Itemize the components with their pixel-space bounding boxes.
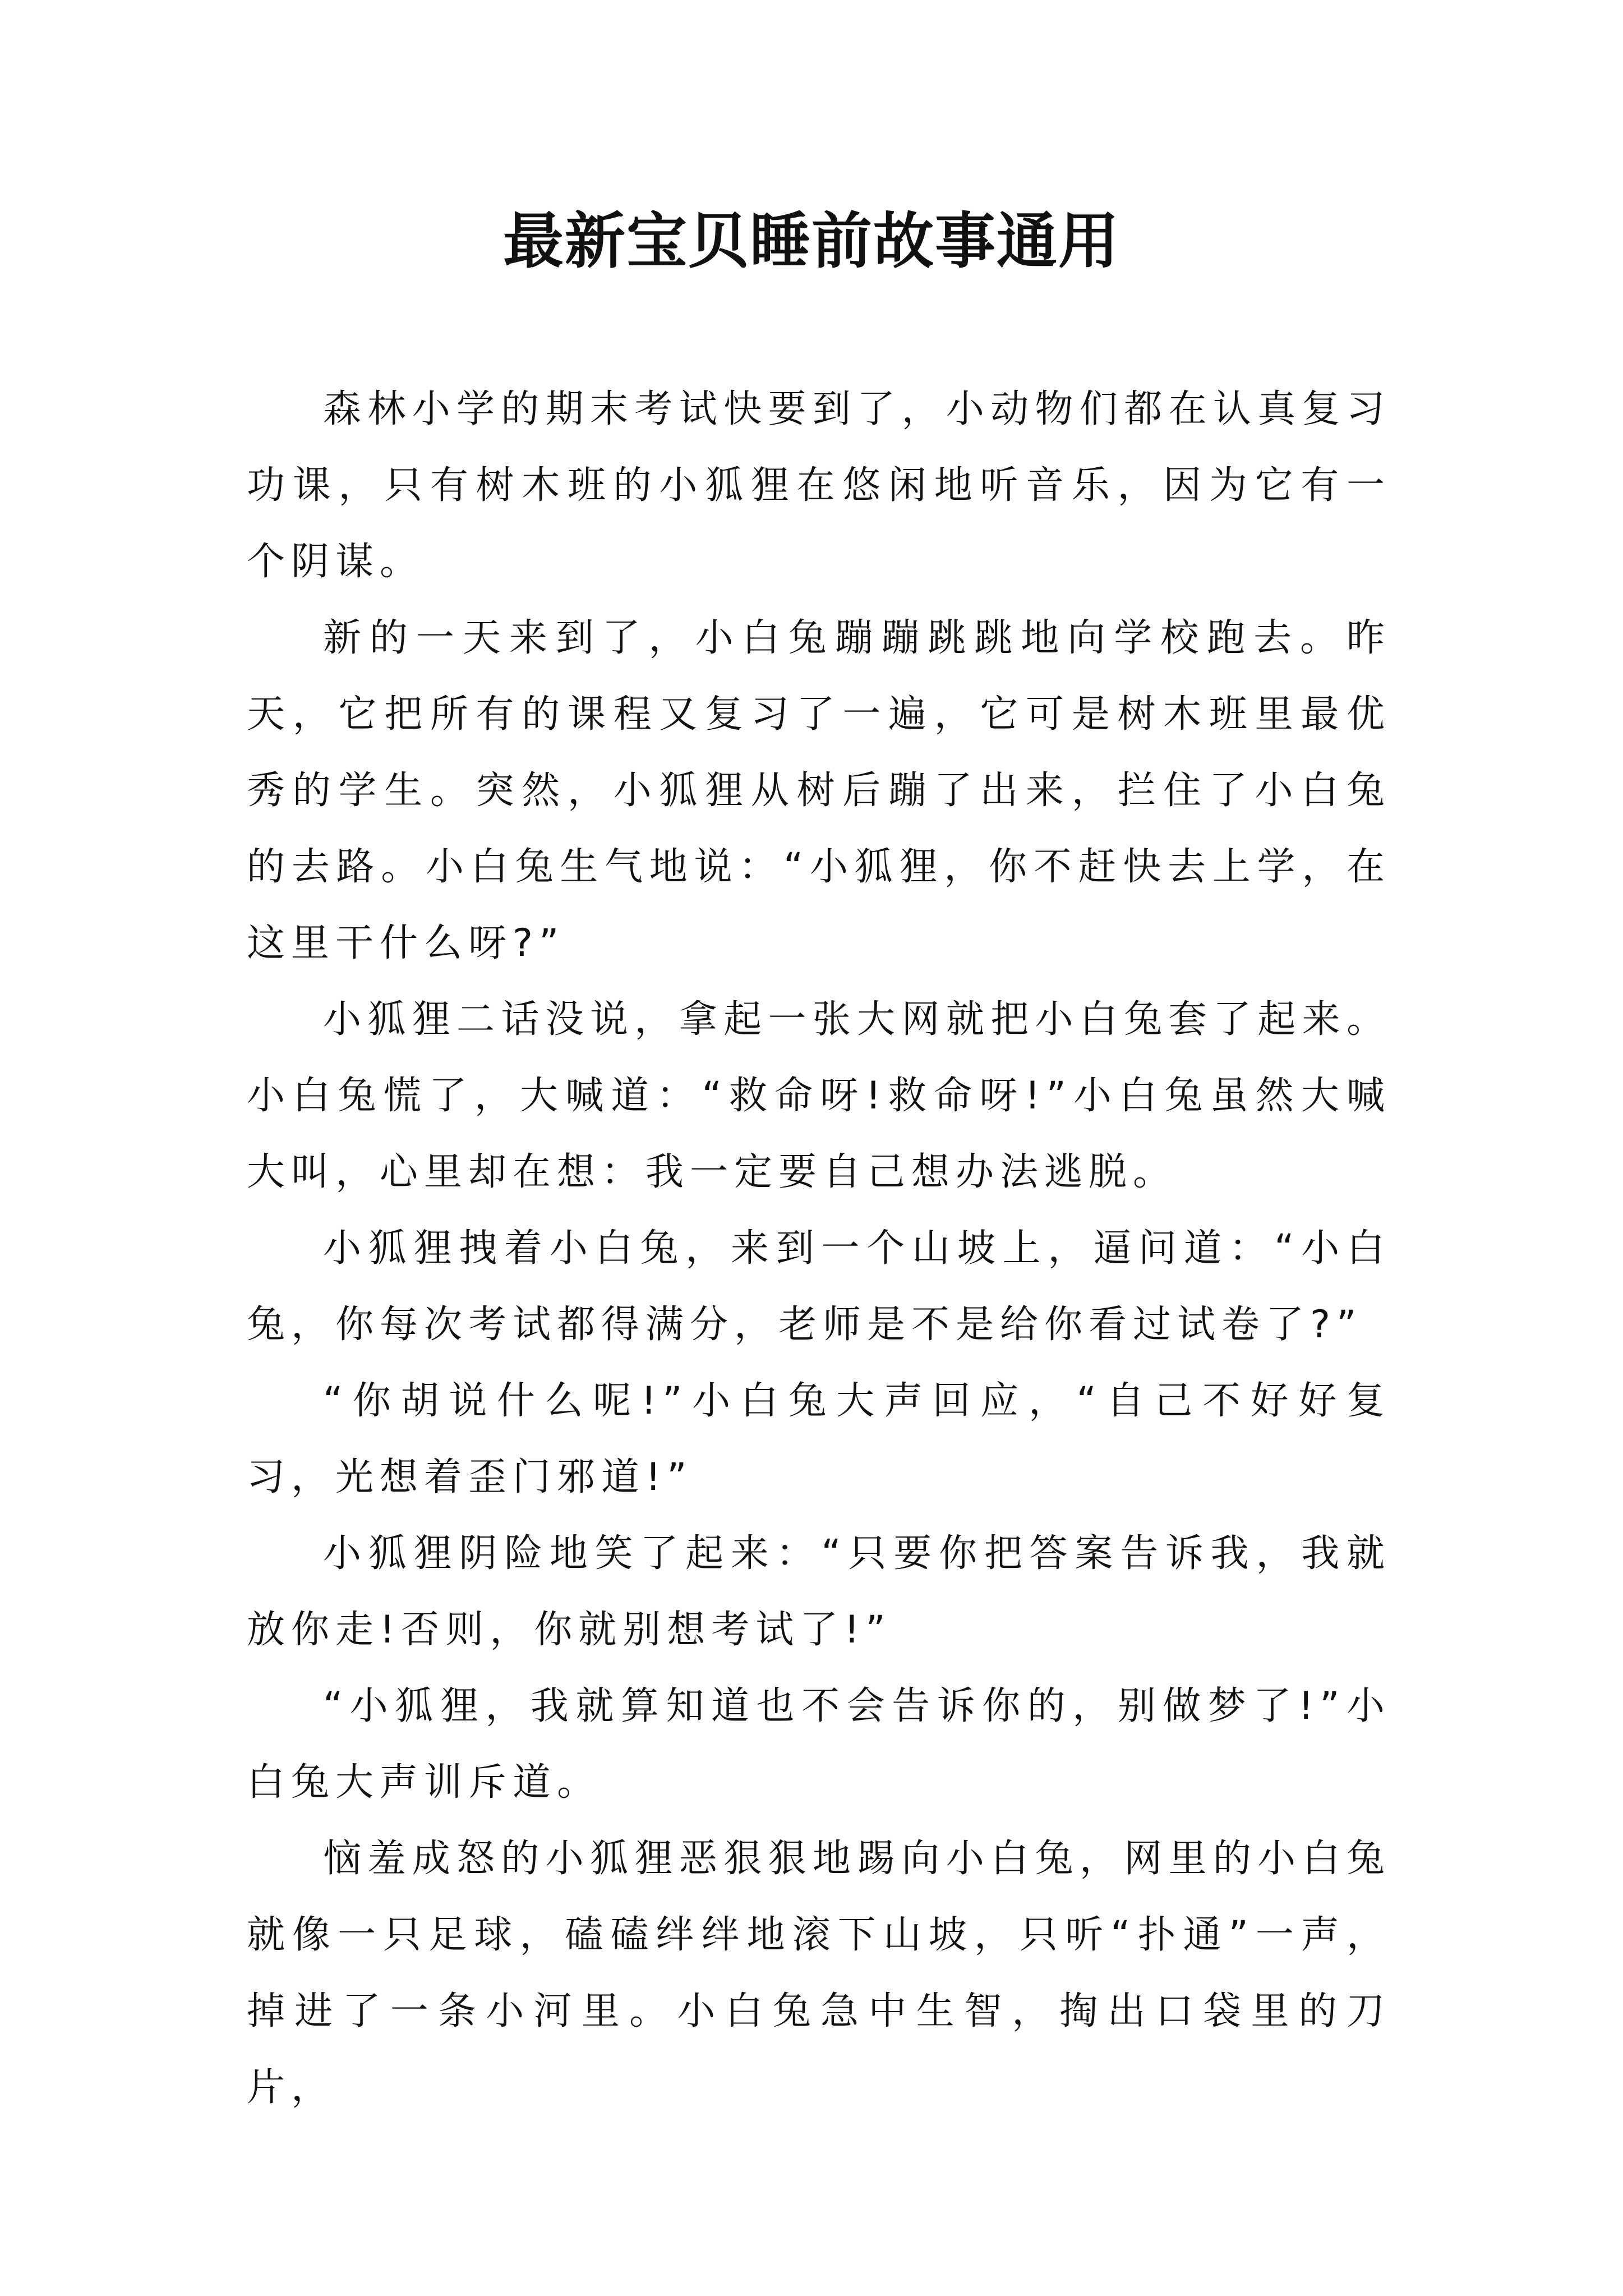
document-body (247, 371, 1391, 2126)
paragraph: “小狐狸，我就算知道也不会告诉你的，别做梦了!”小白兔大声训斥道。 (247, 1684, 1391, 1805)
paragraph: 森林小学的期末考试快要到了，小动物们都在认真复习功课，只有树木班的小狐狸在悠闲地听音乐，因为它有一个阴谋。 (247, 387, 1391, 584)
paragraph: 新的一天来到了，小白兔蹦蹦跳跳地向学校跑去。昨天，它把所有的课程又复习了一遍，它可是树木班里最优秀的学生。突然，小狐狸从树后蹦了出来，拦住了小白兔的去路。小白兔生气地说：“小狐狸，你不赶快去上学，在这里干什么呀?” (247, 616, 1391, 965)
paragraph: “你胡说什么呢!”小白兔大声回应，“自己不好好复习，光想着歪门邪道!” (247, 1379, 1391, 1499)
paragraph: 小狐狸二话没说，拿起一张大网就把小白兔套了起来。小白兔慌了，大喊道：“救命呀!救命呀!”小白兔虽然大喊大叫，心里却在想：我一定要自己想办法逃脱。 (247, 997, 1391, 1194)
paragraph: 小狐狸阴险地笑了起来：“只要你把答案告诉我，我就放你走!否则，你就别想考试了!” (247, 1531, 1391, 1652)
paragraph: 小狐狸拽着小白兔，来到一个山坡上，逼问道：“小白兔，你每次考试都得满分，老师是不是给你看过试卷了?” (247, 1226, 1391, 1347)
paragraph: 恼羞成怒的小狐狸恶狠狠地踢向小白兔，网里的小白兔就像一只足球，磕磕绊绊地滚下山坡，只听“扑通”一声，掉进了一条小河里。小白兔急中生智，掏出口袋里的刀片， (247, 1837, 1391, 2110)
document-title: 最新宝贝睡前故事通用 (502, 206, 1120, 277)
